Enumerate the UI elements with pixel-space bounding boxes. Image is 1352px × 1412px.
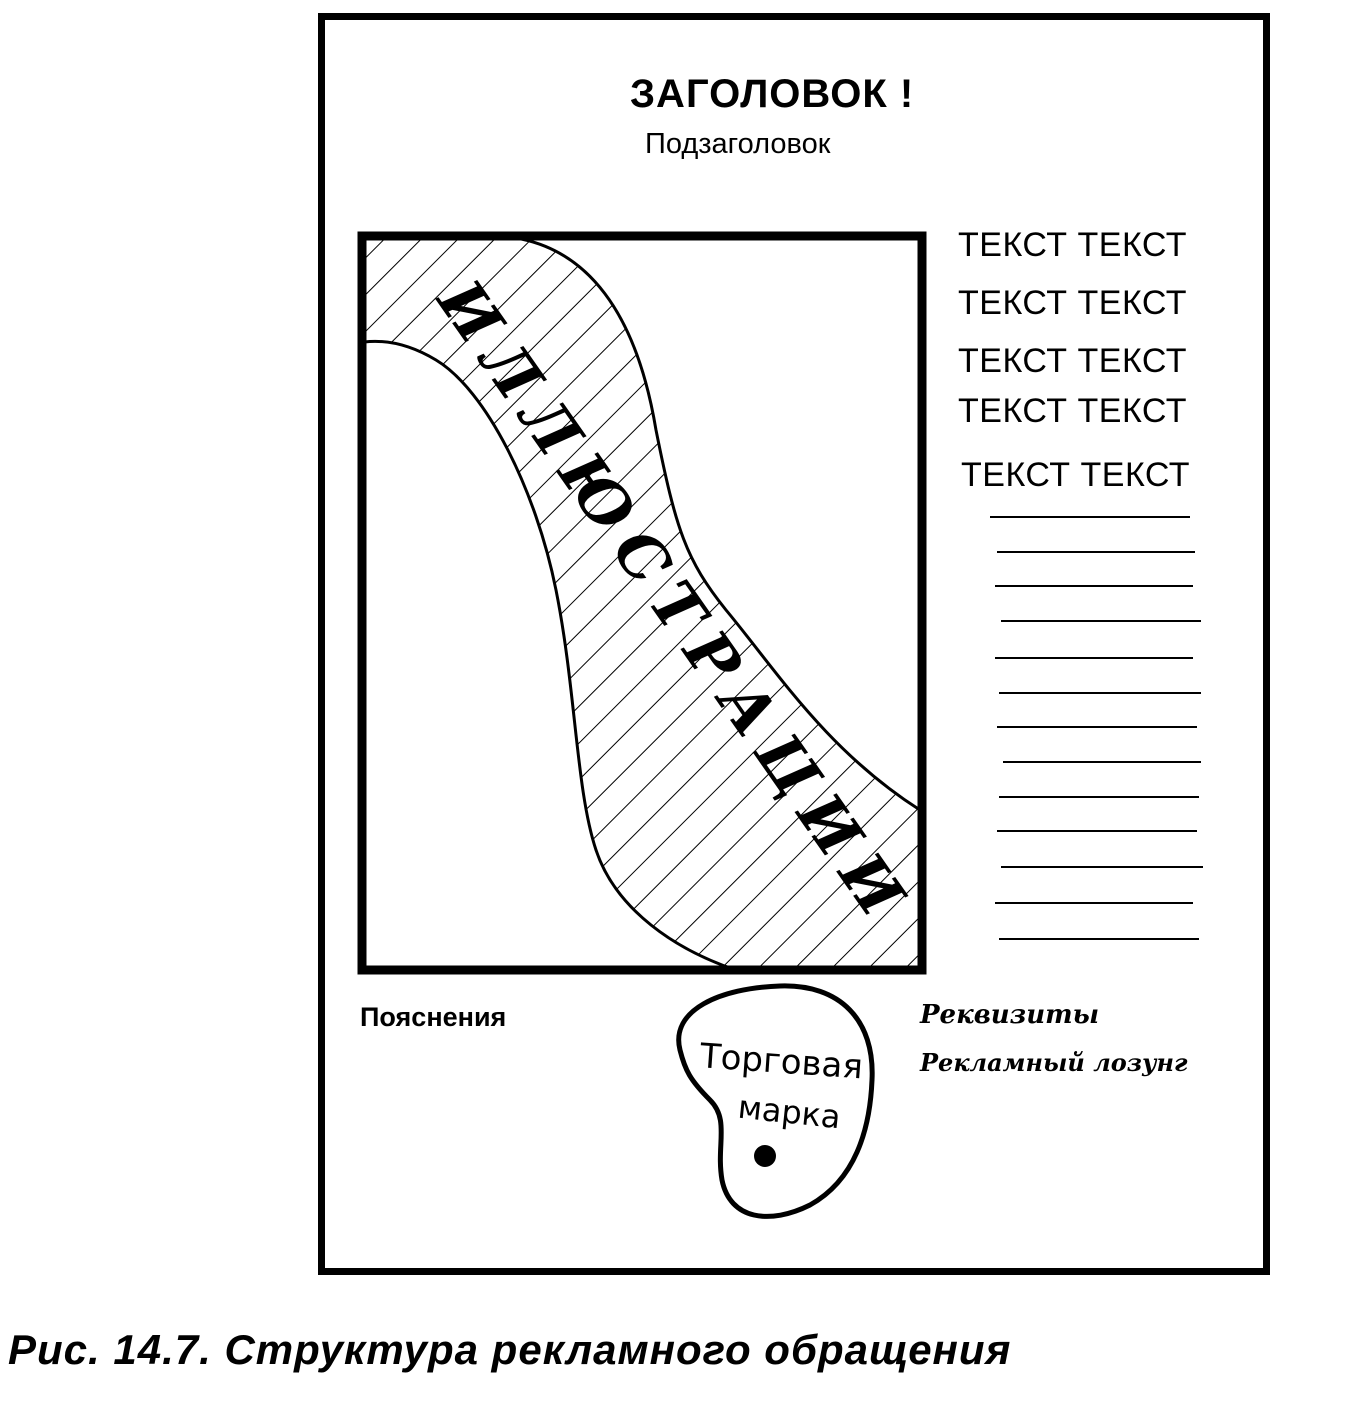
body-text-line: ТЕКСТ ТЕКСТ [958,226,1188,264]
trademark-line2: марка [736,1087,843,1137]
explanations-label: Пояснения [360,1002,507,1032]
body-text-line: ТЕКСТ ТЕКСТ [958,392,1188,430]
body-text-line: ТЕКСТ ТЕКСТ [958,342,1188,380]
requisites-label: Реквизиты [920,1000,1100,1030]
slogan-label: Рекламный лозунг [920,1048,1188,1077]
headline: ЗАГОЛОВОК ! [630,72,915,116]
trademark-dot [754,1145,776,1167]
body-text-rules [985,505,1215,955]
trademark-blob [660,980,890,1225]
illustration-label: ИЛЛЮСТРАЦИИ [423,266,927,941]
body-text-line: ТЕКСТ ТЕКСТ [958,284,1188,322]
body-text-line: ТЕКСТ ТЕКСТ [961,456,1191,494]
subheadline: Подзаголовок [645,128,831,160]
trademark-line1: Торговая [698,1036,865,1088]
figure-caption: Рис. 14.7. Структура рекламного обращения [8,1326,1012,1373]
illustration-area [356,230,936,980]
